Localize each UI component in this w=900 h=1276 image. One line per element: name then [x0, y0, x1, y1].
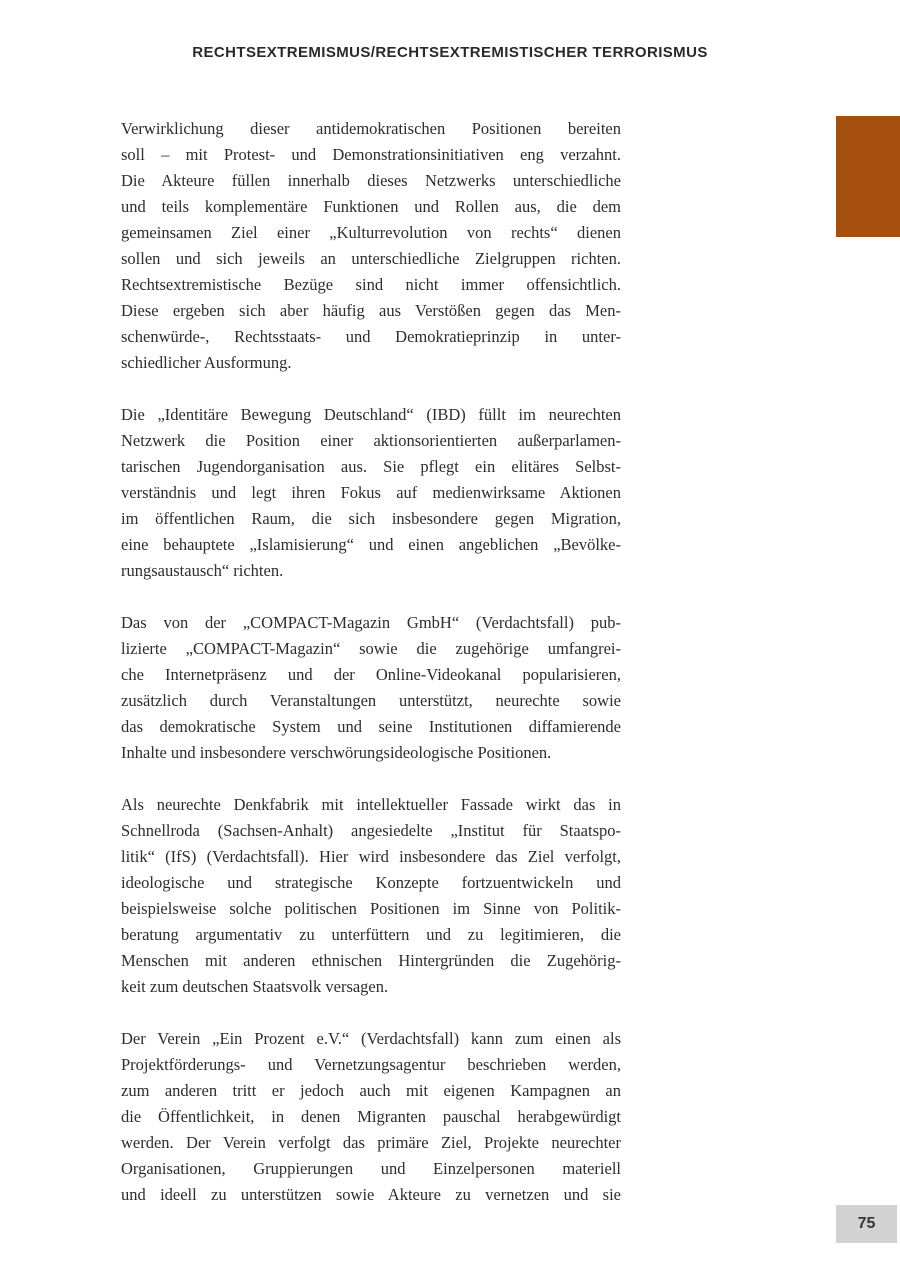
text-line: schenwürde-, Rechtsstaats- und Demokratieprinzip in unter-	[121, 327, 621, 346]
text-line: Die „Identitäre Bewegung Deutschland“ (IBD) füllt im neurechten	[121, 405, 621, 424]
text-line: Der Verein „Ein Prozent e.V.“ (Verdachtsfall) kann zum einen als	[121, 1029, 621, 1048]
text-line: Das von der „COMPACT-Magazin GmbH“ (Verdachtsfall) pub-	[121, 613, 621, 632]
text-line: Organisationen, Gruppierungen und Einzelpersonen materiell	[121, 1159, 621, 1178]
text-line: beratung argumentativ zu unterfüttern und zu legitimieren, die	[121, 925, 621, 944]
text-line: Diese ergeben sich aber häufig aus Verstößen gegen das Men-	[121, 301, 621, 320]
text-line: Netzwerk die Position einer aktionsorientierten außerparlamen-	[121, 431, 621, 450]
chapter-tab-marker	[836, 116, 900, 237]
text-line: Projektförderungs- und Vernetzungsagentur beschrieben werden,	[121, 1055, 621, 1074]
text-line: beispielsweise solche politischen Positionen im Sinne von Politik-	[121, 899, 621, 918]
text-line: keit zum deutschen Staatsvolk versagen.	[121, 977, 389, 996]
text-line: die Öffentlichkeit, in denen Migranten pauschal herabgewürdigt	[121, 1107, 621, 1126]
paragraph	[121, 1026, 621, 1208]
text-line: im öffentlichen Raum, die sich insbesondere gegen Migration,	[121, 509, 621, 528]
text-line: sollen und sich jeweils an unterschiedliche Zielgruppen richten.	[121, 249, 621, 268]
paragraph	[121, 402, 621, 584]
text-line: litik“ (IfS) (Verdachtsfall). Hier wird insbesondere das Ziel verfolgt,	[121, 847, 621, 866]
text-line: tarischen Jugendorganisation aus. Sie pflegt ein elitäres Selbst-	[121, 457, 621, 476]
text-line: gemeinsamen Ziel einer „Kulturrevolution von rechts“ dienen	[121, 223, 621, 242]
text-line: Die Akteure füllen innerhalb dieses Netzwerks unterschiedliche	[121, 171, 621, 190]
running-header: RECHTSEXTREMISMUS/RECHTSEXTREMISTISCHER TERRORISMUS	[192, 44, 708, 61]
text-line: Als neurechte Denkfabrik mit intellektueller Fassade wirkt das in	[121, 795, 621, 814]
page-number-badge	[836, 1205, 897, 1243]
text-line: rungsaustausch“ richten.	[121, 561, 284, 580]
text-line: das demokratische System und seine Institutionen diffamierende	[121, 717, 621, 736]
text-line: lizierte „COMPACT-Magazin“ sowie die zugehörige umfangrei-	[121, 639, 621, 658]
paragraph	[121, 792, 621, 1000]
text-line: zusätzlich durch Veranstaltungen unterstützt, neurechte sowie	[121, 691, 621, 710]
paragraph	[121, 610, 621, 766]
body-text	[121, 116, 621, 1234]
text-line: Inhalte und insbesondere verschwörungsideologische Positionen.	[121, 743, 552, 762]
text-line: verständnis und legt ihren Fokus auf medienwirksame Aktionen	[121, 483, 621, 502]
page-number: 75	[857, 1215, 876, 1232]
text-line: soll – mit Protest- und Demonstrationsinitiativen eng verzahnt.	[121, 145, 621, 164]
text-line: ideologische und strategische Konzepte fortzuentwickeln und	[121, 873, 621, 892]
text-line: werden. Der Verein verfolgt das primäre Ziel, Projekte neurechter	[121, 1133, 621, 1152]
text-line: Schnellroda (Sachsen-Anhalt) angesiedelte „Institut für Staatspo-	[121, 821, 621, 840]
paragraph	[121, 116, 621, 376]
text-line: zum anderen tritt er jedoch auch mit eigenen Kampagnen an	[121, 1081, 621, 1100]
text-line: schiedlicher Ausformung.	[121, 353, 292, 372]
text-line: Menschen mit anderen ethnischen Hintergründen die Zugehörig-	[121, 951, 621, 970]
text-line: che Internetpräsenz und der Online-Videokanal popularisieren,	[121, 665, 621, 684]
text-line: eine behauptete „Islamisierung“ und einen angeblichen „Bevölke-	[121, 535, 621, 554]
text-line: Rechtsextremistische Bezüge sind nicht immer offensichtlich.	[121, 275, 621, 294]
text-line: und ideell zu unterstützen sowie Akteure zu vernetzen und sie	[121, 1185, 621, 1204]
text-line: und teils komplementäre Funktionen und Rollen aus, die dem	[121, 197, 621, 216]
text-line: Verwirklichung dieser antidemokratischen Positionen bereiten	[121, 119, 621, 138]
